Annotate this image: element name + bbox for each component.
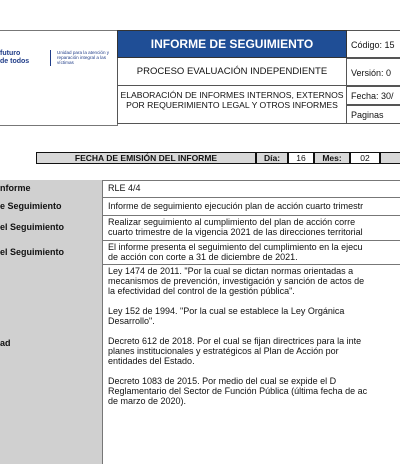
legal-paragraph <box>108 266 400 296</box>
date-label: Fecha: 30/ <box>347 86 400 105</box>
row-label <box>0 264 103 464</box>
legal-line: mecanismos de prevención, investigación y sanción de actos de <box>108 276 365 286</box>
row-value-line: cuarto trimestre de la vigencia 2021 de las direcciones territorial <box>108 227 363 237</box>
row-label-text: el Seguimiento <box>0 222 65 232</box>
legal-line: Ley 1474 de 2011. "Por la cual se dictan normas orientadas a <box>108 266 354 276</box>
row-label-text: e Seguimiento <box>0 201 62 211</box>
table-row <box>0 215 400 241</box>
legal-line: Decreto 1083 de 2015. Por medio del cual se expide el D <box>108 376 337 386</box>
emission-label: FECHA DE EMISIÓN DEL INFORME <box>36 152 256 164</box>
document-title: INFORME DE SEGUIMIENTO <box>117 30 347 58</box>
legal-paragraph <box>108 306 400 326</box>
row-label <box>0 240 103 264</box>
legal-line: Reglamentario del Sector de Función Pública (última fecha de ac <box>108 386 368 396</box>
row-value-line: Realizar seguimiento al cumplimiento del plan de acción corre <box>108 217 356 227</box>
logo-separator <box>50 50 51 66</box>
row-value-line: de acción con corte a 31 de diciembre de 2021. <box>108 252 298 262</box>
logo-brand <box>0 50 29 66</box>
row-value <box>104 242 400 262</box>
version-label: Versión: 0 <box>347 58 400 86</box>
emission-year-cell <box>380 152 400 164</box>
emission-day-label: Día: <box>256 152 288 164</box>
table-row <box>0 264 400 464</box>
legal-line: Decreto 612 de 2018. Por el cual se fijan directrices para la inte <box>108 336 362 346</box>
row-label <box>0 215 103 240</box>
row-value: RLE 4/4 <box>108 183 141 193</box>
emission-month-value: 02 <box>350 152 380 164</box>
legal-line: la efectividad del control de la gestión pública". <box>108 286 295 296</box>
table-row <box>0 197 400 216</box>
pages-label: Paginas <box>347 105 400 124</box>
logo-unit-text: Unidad para la atención y reparación integral a las víctimas <box>57 50 110 65</box>
legal-paragraph <box>108 336 400 366</box>
legal-line: de marzo de 2020). <box>108 396 187 406</box>
legal-line: Ley 152 de 1994. "Por la cual se establece la Ley Orgánica <box>108 306 345 316</box>
row-value <box>104 266 400 406</box>
elaboration-text: ELABORACIÓN DE INFORMES INTERNOS, EXTERNOS POR REQUERIMIENTO LEGAL Y OTROS INFORMES <box>117 86 347 124</box>
row-label <box>0 180 103 197</box>
legal-line: entidades del Estado. <box>108 356 195 366</box>
row-label-text: nforme <box>0 183 31 193</box>
row-value <box>104 217 400 237</box>
legal-paragraph <box>108 376 400 406</box>
legal-line: Desarrollo". <box>108 316 155 326</box>
table-row <box>0 240 400 265</box>
row-value: Informe de seguimiento ejecución plan de acción cuarto trimestr <box>108 201 364 211</box>
row-label-text: ad <box>0 338 11 348</box>
table-row <box>0 180 400 198</box>
logo-brand-line1: futuro <box>0 50 21 57</box>
logo-brand-line2: de todos <box>0 58 30 65</box>
legal-line: planes institucionales y estratégicos al Plan de Acción por <box>108 346 339 356</box>
emission-day-value: 16 <box>288 152 314 164</box>
process-name: PROCESO EVALUACIÓN INDEPENDIENTE <box>117 58 347 86</box>
row-label-text: el Seguimiento <box>0 247 65 257</box>
code-label: Código: 15 <box>347 30 400 58</box>
row-label <box>0 197 103 215</box>
logo-cell <box>0 30 118 126</box>
emission-month-label: Mes: <box>314 152 350 164</box>
row-value-line: El informe presenta el seguimiento del cumplimiento en la ejecu <box>108 242 363 252</box>
